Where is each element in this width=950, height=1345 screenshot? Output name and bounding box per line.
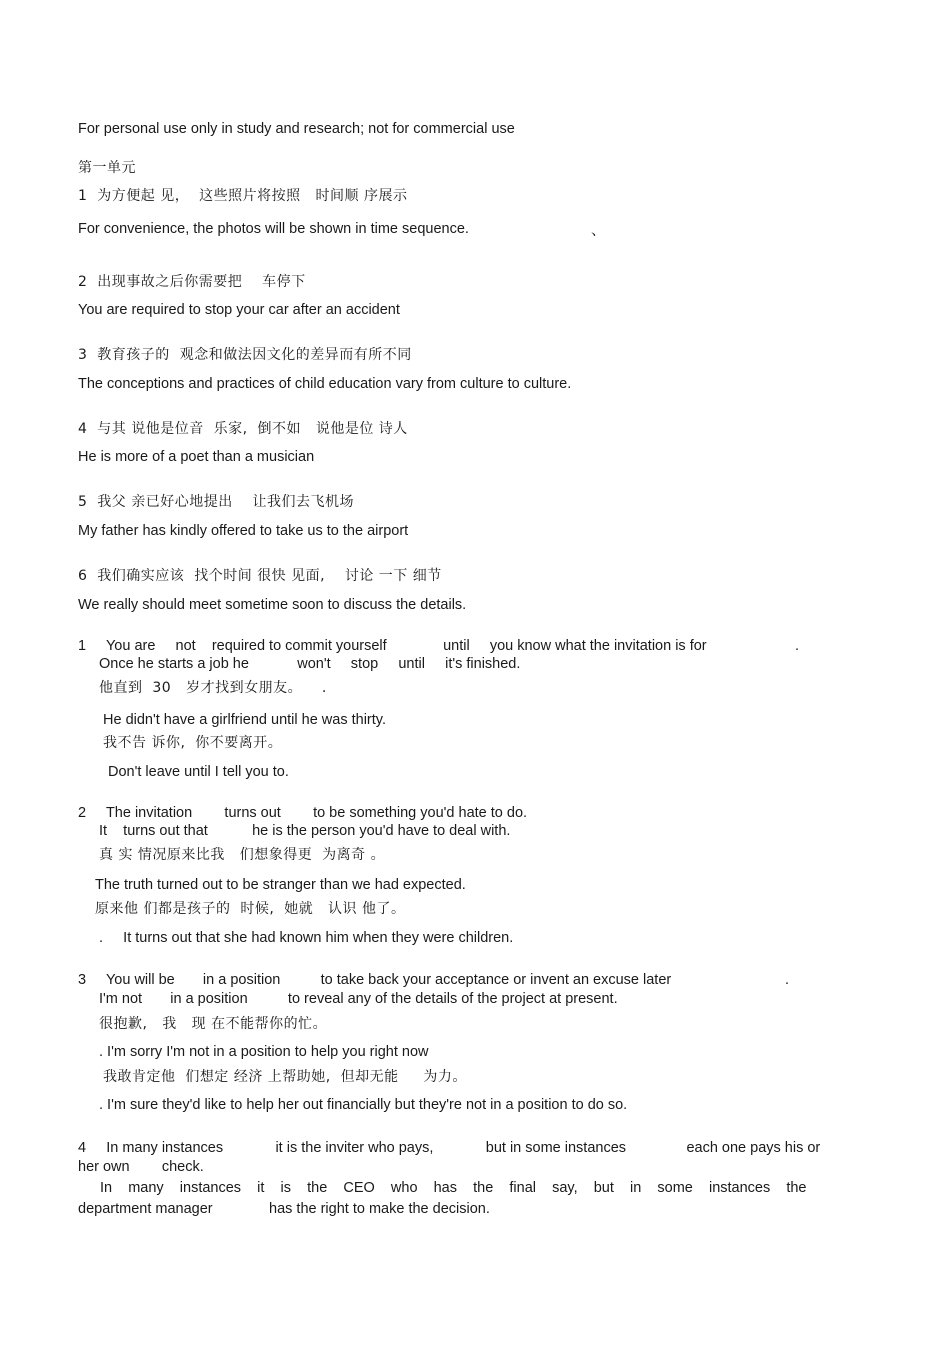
sentence-5-zh: 5 我父 亲已好心地提出 让我们去飞机场	[78, 494, 355, 510]
sentence-3-zh: 3 教育孩子的 观念和做法因文化的差异而有所不同	[78, 347, 412, 363]
sentence-6-en: We really should meet sometime soon to discuss the details.	[78, 597, 467, 613]
pattern-2-line-3: 真 实 情况原来比我 们想象得更 为离奇 。	[99, 847, 386, 863]
pattern-3-line-4: . I'm sorry I'm not in a position to help you right now	[99, 1044, 429, 1060]
sentence-1-en: For convenience, the photos will be shown in time sequence.	[78, 221, 469, 237]
pattern-1-line-2: Once he starts a job he won't stop until it's finished.	[99, 656, 521, 672]
pattern-4-line-4: department manager has the right to make the decision.	[78, 1201, 490, 1217]
pattern-2-line-6: . It turns out that she had known him when they were children.	[99, 930, 514, 946]
pattern-4-line-2: her own check.	[78, 1159, 204, 1175]
pattern-3-line-5: 我敢肯定他 们想定 经济 上帮助她, 但却无能 为力。	[103, 1069, 467, 1085]
pattern-3-line-2: I'm not in a position to reveal any of the details of the project at present.	[99, 991, 618, 1007]
pattern-4-line-3: In many instances it is the CEO who has the final say, but in some instances the	[100, 1180, 807, 1196]
sentence-5-en: My father has kindly offered to take us to the airport	[78, 523, 409, 539]
pattern-2-line-5: 原来他 们都是孩子的 时候, 她就 认识 他了。	[95, 901, 406, 917]
sentence-3-en: The conceptions and practices of child education vary from culture to culture.	[78, 376, 572, 392]
sentence-1-mark: 、	[591, 223, 606, 239]
pattern-4-line-1: 4 In many instances it is the inviter who pays, but in some instances each one pays his or	[78, 1140, 821, 1156]
pattern-2-line-2: It turns out that he is the person you'd have to deal with.	[99, 823, 511, 839]
pattern-3-line-3: 很抱歉, 我 现 在不能帮你的忙。	[99, 1016, 328, 1032]
sentence-4-zh: 4 与其 说他是位音 乐家, 倒不如 说他是位 诗人	[78, 421, 408, 437]
sentence-6-zh: 6 我们确实应该 找个时间 很快 见面, 讨论 一下 细节	[78, 568, 442, 584]
unit-title: 第一单元	[78, 160, 136, 176]
pattern-3-end-mark: .	[785, 972, 790, 988]
pattern-1-line-5: 我不告 诉你, 你不要离开。	[103, 735, 283, 751]
pattern-1-line-4: He didn't have a girlfriend until he was thirty.	[103, 712, 386, 728]
sentence-1-zh: 1 为方便起 见， 这些照片将按照 时间顺 序展示	[78, 188, 408, 204]
pattern-2-line-1: 2 The invitation turns out to be something you'd hate to do.	[78, 805, 528, 821]
pattern-1-line-1: 1 You are not required to commit yourself until you know what the invitation is for	[78, 638, 707, 654]
pattern-1-line-6: Don't leave until I tell you to.	[108, 764, 289, 780]
usage-notice: For personal use only in study and research; not for commercial use	[78, 121, 515, 137]
pattern-3-line-1: 3 You will be in a position to take back your acceptance or invent an excuse later	[78, 972, 672, 988]
sentence-2-en: You are required to stop your car after an accident	[78, 302, 400, 318]
pattern-1-line-3: 他直到 30 岁才找到女朋友。 .	[99, 680, 327, 696]
pattern-3-line-6: . I'm sure they'd like to help her out financially but they're not in a position to do so.	[99, 1097, 628, 1113]
sentence-4-en: He is more of a poet than a musician	[78, 449, 315, 465]
pattern-2-line-4: The truth turned out to be stranger than we had expected.	[95, 877, 466, 893]
sentence-2-zh: 2 出现事故之后你需要把 车停下	[78, 274, 306, 290]
pattern-1-end-mark: .	[795, 638, 800, 654]
